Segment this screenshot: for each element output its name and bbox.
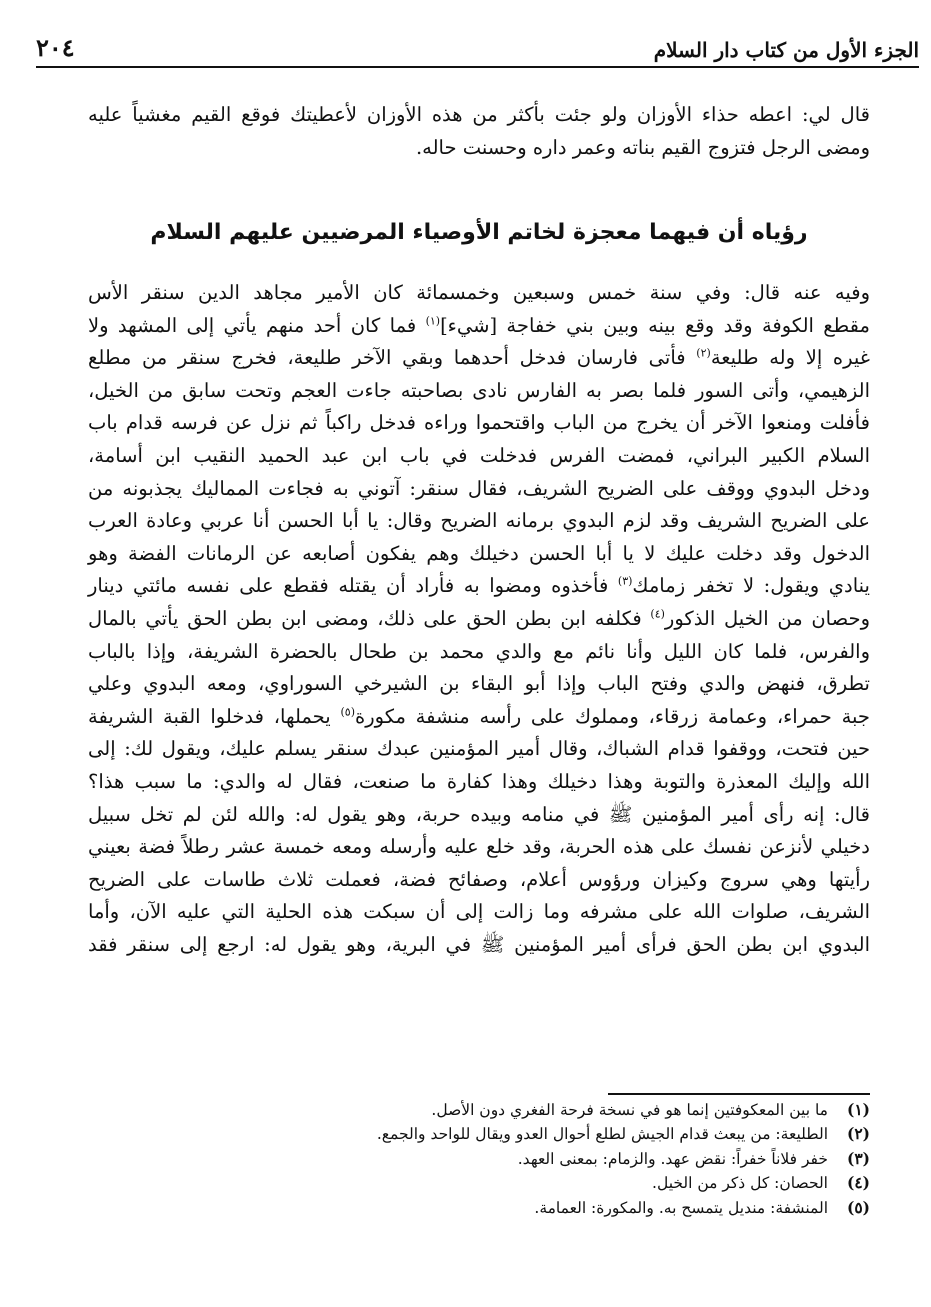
text-line (88, 636, 870, 669)
line-text: الله وإليك المعذرة والتوبة وهذا دخيلك وهذا كفارة ما صنعت، فقال له والدي: ما سبب هذا؟ (88, 769, 870, 793)
line-text: وفيه عنه قال: وفي سنة خمس وسبعين وخمسمائة كان الأمير مجاهد الدين سنقر الأس (88, 281, 870, 304)
text-line (88, 277, 870, 310)
line-text: فأتى فارسان فدخل أحدهما وبقي الآخر طليعة، فخرج سنقر من مطلع (88, 346, 697, 370)
footnotes (300, 1098, 870, 1220)
line-text: غيره إلا وله طليعة (710, 346, 870, 370)
line-text: الدخول وقد دخلت عليك لا يا أبا الحسن دخيلك وهم يفكون أصابعه عن الرمانات الفضة وهو (88, 541, 870, 565)
footnote-number: (٥) (846, 1197, 870, 1217)
footnote (300, 1147, 870, 1171)
line-text: ينادي ويقول: لا تخفر زمامك (632, 574, 870, 598)
line-text: البدوي ابن بطن الحق فرأى أمير المؤمنين ﷺ في البرية، وهو يقول له: ارجع إلى سنقر فقد (88, 932, 870, 956)
footnote-number: (١) (846, 1100, 870, 1119)
line-text: مقطع الكوفة وقد وقع بينه وبين بني خفاجة [شيء] (440, 313, 870, 337)
footnote-marker[interactable]: (١) (425, 314, 441, 328)
footnote (300, 1098, 870, 1122)
text-line (88, 440, 870, 473)
text-line (88, 864, 870, 897)
text-line (88, 668, 870, 701)
line-text: دخيلي لأنزعن نفسك على هذه الحربة، وقد خلع عليه وأرسله ومعه خمسة عشر رطلاً فضة بعيني (88, 835, 870, 859)
line-text: فما كان أحد منهم يأتي إلى المشهد ولا (88, 313, 426, 337)
line-text: جبة حمراء، وعمامة زرقاء، ومملوك على رأسه منشفة مكورة (354, 704, 870, 728)
text-line (88, 473, 870, 506)
footnote-marker[interactable]: (٣) (617, 574, 633, 588)
footnote-text: المنشفة: منديل يتمسح به. والمكورة: العمامة. (534, 1198, 828, 1217)
line-text: السلام الكبير البراني، فمضت الفرس فدخلت في باب ابن عبد الحميد النقيب ابن أسامة، (88, 443, 870, 467)
paragraph-1 (88, 99, 870, 164)
text-line: قال لي: اعطه حذاء الأوزان ولو جئت بأكثر من هذه الأوزان لأعطيتك فوقع القيم مغشياً عليه (88, 103, 870, 126)
footnote-number: (٢) (846, 1124, 870, 1144)
line-text: وحصان من الخيل الذكور (664, 606, 871, 630)
line-text: رأيتها وهي سروج وكيزان ورؤوس أعلام، وصفائح فضة، فعملت ثلاث طاسات على الضريح (88, 867, 870, 891)
text-line (88, 407, 870, 440)
line-text: تطرق، فنهض والدي وفتح الباب وإذا أبو البقاء بن الشيرخي السوراوي، ومعه البدوي وعلي (88, 672, 870, 696)
text-line (88, 342, 870, 375)
footnote-marker[interactable]: (٥) (340, 705, 355, 719)
footnote-text: خفر فلاناً خفراً: نقض عهد. والزمام: بمعنى العهد. (517, 1149, 828, 1168)
line-text: على الضريح الشريف وقد لزم البدوي برمانه الضريح وقال: يا أبا الحسن أنا عربي وعادة العرب (88, 509, 870, 533)
footnote-number: (٣) (846, 1148, 870, 1168)
line-text: حين فتحت، ووقفوا قدام الشباك، وقال أمير المؤمنين عبدك سنقر يسلم عليك، ويقول لك: إلى (88, 737, 870, 761)
text-line (88, 375, 870, 408)
page-header (36, 28, 919, 68)
text-line (88, 701, 870, 734)
footnote-marker[interactable]: (٤) (650, 607, 665, 621)
line-text: فأخذوه ومضوا به فأراد أن يقتله فقطع على نفسه مائتي دينار (88, 574, 618, 598)
text-line (88, 733, 870, 766)
line-text: قال: إنه رأى أمير المؤمنين ﷺ في منامه وبيده حربة، وهو يقول له: والله لئن لم تخل سبيل (88, 802, 870, 826)
footnote (300, 1171, 870, 1195)
text-line (88, 766, 870, 799)
text-line (88, 831, 870, 864)
footnote-marker[interactable]: (٢) (696, 346, 711, 360)
line-text: يحملها، فدخلوا القبة الشريفة (88, 704, 341, 728)
text-line: ومضى الرجل فتزوج القيم بناته وعمر داره وحسنت حاله. (415, 135, 870, 159)
running-title: الجزء الأول من كتاب دار السلام (653, 38, 919, 62)
section-heading: رؤياه أن فيهما معجزة لخاتم الأوصياء المرضيين عليهم السلام (150, 220, 808, 245)
text-line (88, 310, 870, 343)
line-text: الشريف، صلوات الله على مشرفه وما زالت إلى أن سبكت هذه الحلية التي عليه الآن، وأما (88, 900, 870, 924)
footnote-text: ما بين المعكوفتين إنما هو في نسخة فرحة الفغري دون الأصل. (431, 1101, 828, 1119)
text-line (88, 799, 870, 832)
text-line (88, 570, 870, 603)
text-line (88, 538, 870, 571)
footnote-text: الطليعة: من يبعث قدام الجيش لطلع أحوال العدو ويقال للواحد والجمع. (376, 1125, 828, 1144)
page-number: ٢٠٤ (36, 33, 75, 62)
footnote-text: الحصان: كل ذكر من الخيل. (652, 1174, 828, 1193)
line-text: فكلفه ابن بطن الحق على ذلك، ومضى ابن بطن الحق يأتي بالمال (88, 606, 651, 630)
paragraph-2 (88, 277, 870, 961)
footnote-divider (608, 1093, 870, 1095)
footnote (300, 1122, 870, 1146)
text-line (88, 929, 870, 962)
line-text: والفرس، فلما كان الليل وأنا نائم مع والدي محمد بن طحال بالحضرة الشريفة، وإذا بالباب (88, 639, 870, 663)
text-line (88, 896, 870, 929)
footnote-number: (٤) (846, 1173, 870, 1193)
text-line (88, 505, 870, 538)
line-text: ودخل البدوي ووقف على الضريح الشريف، فقال سنقر: آتوني به فجاءت المماليك يجذبونه من (88, 476, 870, 500)
footnote (300, 1196, 870, 1220)
text-line (88, 603, 870, 636)
line-text: فأفلت ومنعوا الآخر أن يخرج من الباب واقتحموا وراءه فدخل راكباً ثم نزل عن فرسه قدام باب (88, 411, 870, 435)
line-text: الزهيمي، وأتى السور فلما بصر به الفارس نادى بصاحبته جاءت العجم وتحت سابق من الخيل، (88, 378, 870, 402)
